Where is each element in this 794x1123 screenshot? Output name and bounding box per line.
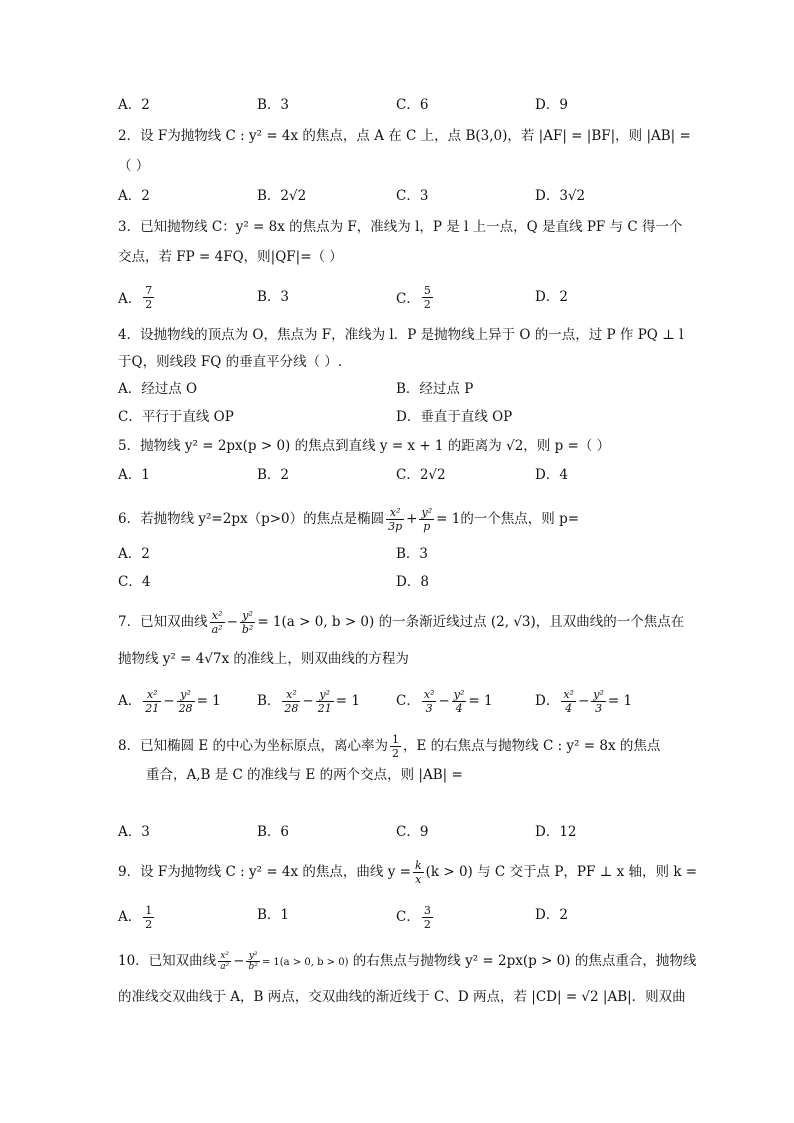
q8-option-c: C．9 [396,824,429,840]
q3-stem: 3．已知抛物线 C：y² = 8x 的焦点为 F，准线为 l，P 是 l 上一点，Q 是直线 PF 与 C 得一个 [118,219,683,235]
q4-stem-2: 于Q，则线段 FQ 的垂直平分线（ ）. [118,354,343,370]
q8-stem-2: 重合，A,B 是 C 的准线与 E 的两个交点，则 |AB| = [146,767,463,783]
q6-ellipse-term2: $\frac{\text{y²}}{p}$ [421,506,433,533]
q5-option-a: A．1 [118,467,150,483]
q3-option-c-fraction: $\frac{5}{2}$ [423,284,431,311]
q9-option-b: B．1 [257,907,290,923]
q4-option-d: D．垂直于直线 OP [396,409,513,425]
q10-stem-2: 的准线交双曲线于 A，B 两点，交双曲线的渐近线于 C、D 两点，若 |CD| = √2 |AB|．则双曲 [118,989,686,1005]
q3-stem-2: 交点，若 FP = 4FQ，则|QF|=（ ） [118,249,343,265]
q8-option-d: D．12 [535,824,577,840]
q4-stem: 4．设抛物线的顶点为 O，焦点为 F，准线为 l．P 是抛物线上异于 O 的一点，过 P 作 PQ ⊥ l [118,327,684,343]
q7-option-a: A． $\frac{\text{x²}}{21}$ − $\frac{\text{y²}}{28}$ = 1 [118,688,221,715]
q9-curve-fraction: $\frac{k}{x}$ [414,859,422,886]
q3-option-c: C． $\frac{5}{2}$ [396,284,431,311]
q7-stem: 7．已知双曲线 $\frac{\text{x²}}{\text{a²}}$ − $\frac{\text{y²}}{\text{b²}}$ = 1(a > 0, b > 0) 的一条渐近线过点 (2, √3)，且双曲线的一个焦点在 [118,609,685,636]
q2-stem-2: （ ） [118,158,150,174]
q6-stem: 6．若抛物线 y²=2px（p>0）的焦点是椭圆 $\frac{\text{x²}}{3p}$ + $\frac{\text{y²}}{p}$ = 1的一个焦点，则 p= [118,506,580,533]
q7-stem-2: 抛物线 y² = 4√7x 的准线上，则双曲线的方程为 [118,651,409,667]
q9-stem: 9．设 F为抛物线 C : y² = 4x 的焦点，曲线 y = $\frac{k}{x}$ (k > 0) 与 C 交于点 P，PF ⊥ x 轴，则 k = [118,859,698,886]
q8-option-a: A．3 [118,824,150,840]
q3-option-a: A． $\frac{7}{2}$ [118,284,153,311]
q6-ellipse-term1: $\frac{\text{x²}}{3p}$ [388,506,403,533]
q9-option-d: D．2 [535,907,568,923]
q8-stem: 8．已知椭圆 E 的中心为坐标原点，离心率为 $\frac{1}{2}$ ，E 的右焦点与抛物线 C : y² = 8x 的焦点 [118,733,661,760]
q5-option-c: C．2√2 [396,467,446,483]
q2-option-c: C．3 [396,188,429,204]
q7-option-d: D． $\frac{\text{x²}}{4}$ − $\frac{\text{y²}}{3}$ = 1 [535,688,633,715]
q4-option-a: A．经过点 O [118,381,198,397]
q8-eccentricity-fraction: $\frac{1}{2}$ [392,733,400,760]
q9-option-a: A． $\frac{1}{2}$ [118,904,153,931]
q4-option-c: C．平行于直线 OP [118,409,234,425]
q3-option-b: B．3 [257,289,290,305]
q1-option-b: B．3 [257,97,290,113]
q6-option-c: C．4 [118,574,151,590]
q5-stem: 5．抛物线 y² = 2px(p > 0) 的焦点到直线 y = x + 1 的距离为 √2，则 p =（ ） [118,438,611,454]
q5-option-d: D．4 [535,467,568,483]
q3-option-a-fraction: $\frac{7}{2}$ [145,284,153,311]
q2-stem: 2．设 F为抛物线 C : y² = 4x 的焦点，点 A 在 C 上，点 B(3,0)，若 |AF| = |BF|，则 |AB| = [118,128,691,144]
q3-option-d: D．2 [535,289,568,305]
q6-option-a: A．2 [118,546,150,562]
q2-option-a: A．2 [118,188,150,204]
q9-option-c: C． $\frac{3}{2}$ [396,904,431,931]
q1-option-c: C．6 [396,97,429,113]
q1-option-d: D．9 [535,97,568,113]
q1-option-a: A．2 [118,97,150,113]
q7-option-c: C． $\frac{\text{x²}}{3}$ − $\frac{\text{y²}}{4}$ = 1 [396,688,493,715]
q7-option-b: B． $\frac{\text{x²}}{28}$ − $\frac{\text{y²}}{21}$ = 1 [257,688,360,715]
q10-stem: 10．已知双曲线 $\frac{\text{x²}}{\text{a²}}$ − $\frac{\text{y²}}{\text{b²}}$ = 1(a > 0, b > 0) 的右焦点与抛物线 y² = 2px(p > 0) 的焦点重合，抛物线 [118,951,697,972]
q5-option-b: B．2 [257,467,290,483]
q8-option-b: B．6 [257,824,290,840]
q4-option-b: B．经过点 P [396,381,474,397]
q6-option-d: D．8 [396,574,429,590]
q2-option-d: D．3√2 [535,188,586,204]
q6-option-b: B．3 [396,546,429,562]
q2-option-b: B．2√2 [257,188,307,204]
